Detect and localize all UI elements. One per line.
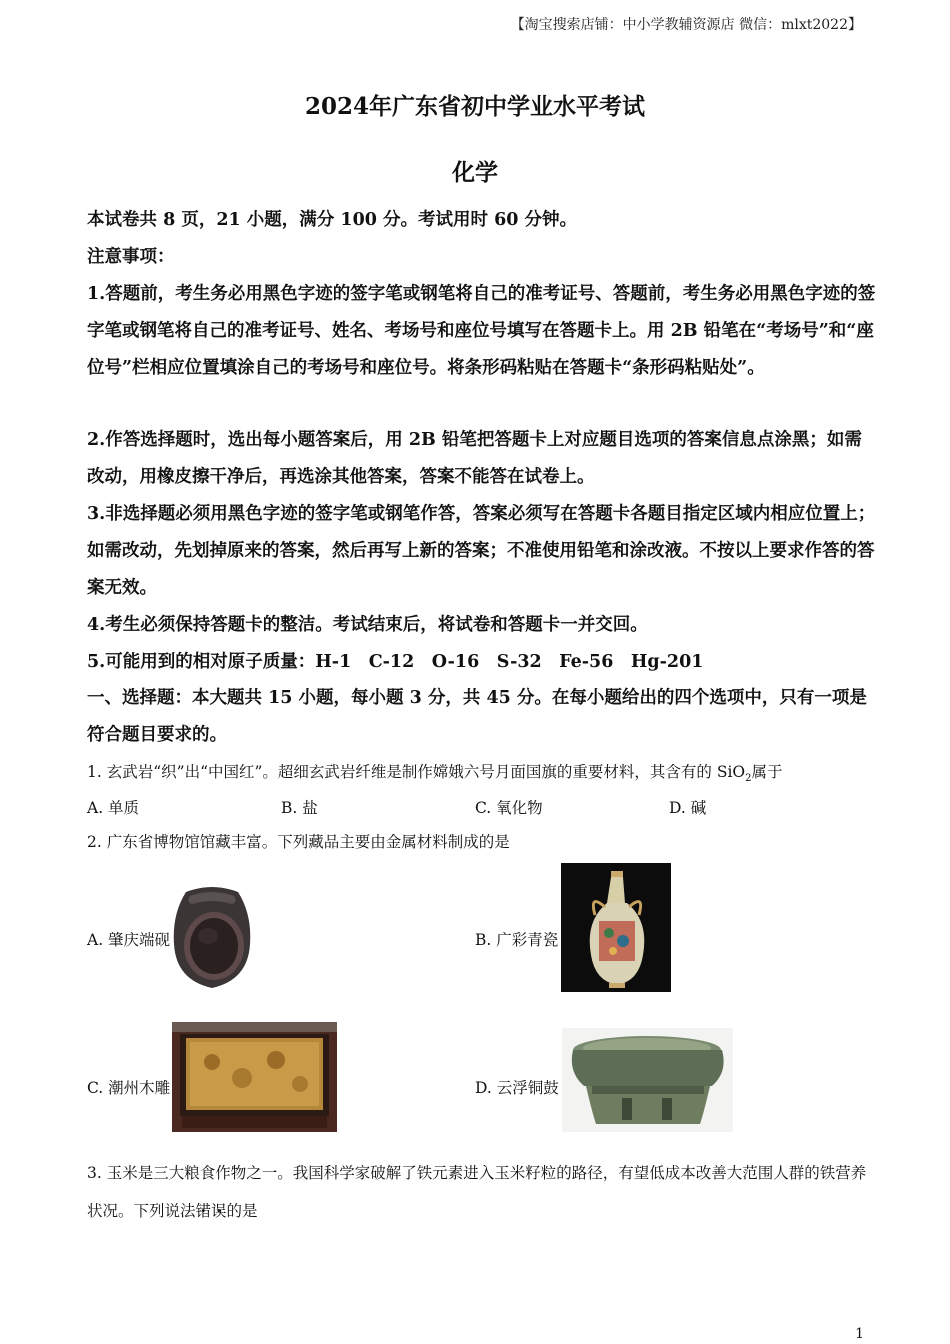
question-2-stem: 2. 广东省博物馆馆藏丰富。下列藏品主要由金属材料制成的是 [87,833,510,851]
emphasis-char-1: 错 . [196,1202,212,1220]
bronze-drum-image [562,1028,733,1132]
intro-text: 本试卷共 8 页，21 小题，满分 100 分。考试用时 60 分钟。 [87,210,578,230]
emphasis-char-2: 误 . [211,1202,227,1220]
header-note: 【淘宝搜索店铺：中小学教辅资源店 微信：mlxt2022】 [510,17,862,33]
question-2-option-b: B. 广彩青瓷 [475,931,559,949]
notice-5: 5.可能用到的相对原子质量：H-1 C-12 O-16 S-32 Fe-56 Hg-201 [87,652,704,672]
question-1-option-b: B. 盐 [281,799,318,817]
question-2-option-c: C. 潮州木雕 [87,1079,171,1097]
section-1-heading: 一、选择题：本大题共 15 小题，每小题 3 分，共 45 分。在每小题给出的四个选项中，只有一项是符合题目要求的。 [87,688,867,745]
vase-image [561,863,671,992]
notice-heading: 注意事项： [87,247,175,267]
inkstone-image [172,884,252,992]
notice-4: 4.考生必须保持答题卡的整洁。考试结束后，将试卷和答题卡一并交回。 [87,615,648,635]
question-3-stem: 3. 玉米是三大粮食作物之一。我国科学家破解了铁元素进入玉米籽粒的路径，有望低成本改善大范围人群的铁营养状况。下列说法错 .误 .的是 [87,1154,877,1230]
exam-title: 2024年广东省初中学业水平考试 [304,93,645,120]
exam-subject: 化学 [452,159,498,186]
question-1-option-a: A. 单质 [87,799,140,817]
question-1-option-d: D. 碱 [669,799,707,817]
wood-carving-image [172,1022,337,1132]
question-2-option-a: A. 肇庆端砚 [87,931,171,949]
notice-1: 1.答题前，考生务必用黑色字迹的签字笔或钢笔将自己的准考证号、答题前，考生务必用黑色字迹的签字笔或钢笔将自己的准考证号、姓名、考场号和座位号填写在答题卡上。用 2B 铅笔在“考场号”和“座位号”栏相应位置填涂自己的考场号和座位号。将条形码粘贴在答题卡“条形码粘贴处”。 [87,284,876,378]
question-1-stem: 1. 玄武岩“织”出“中国红”。超细玄武岩纤维是制作嫦娥六号月面国旗的重要材料，其含有的 SiO$_2$属于 [87,763,783,785]
notice-3: 3.非选择题必须用黑色字迹的签字笔或钢笔作答，答案必须写在答题卡各题目指定区域内相应位置上；如需改动，先划掉原来的答案，然后再写上新的答案；不准使用铅笔和涂改液。不按以上要求作答的答案无效。 [87,504,876,598]
notice-2: 2.作答选择题时，选出每小题答案后，用 2B 铅笔把答题卡上对应题目选项的答案信息点涂黑；如需改动，用橡皮擦干净后，再选涂其他答案，答案不能答在试卷上。 [87,430,862,487]
question-2-option-d: D. 云浮铜鼓 [475,1079,559,1097]
page-number: 1 [855,1326,864,1342]
question-1-option-c: C. 氧化物 [475,799,543,817]
